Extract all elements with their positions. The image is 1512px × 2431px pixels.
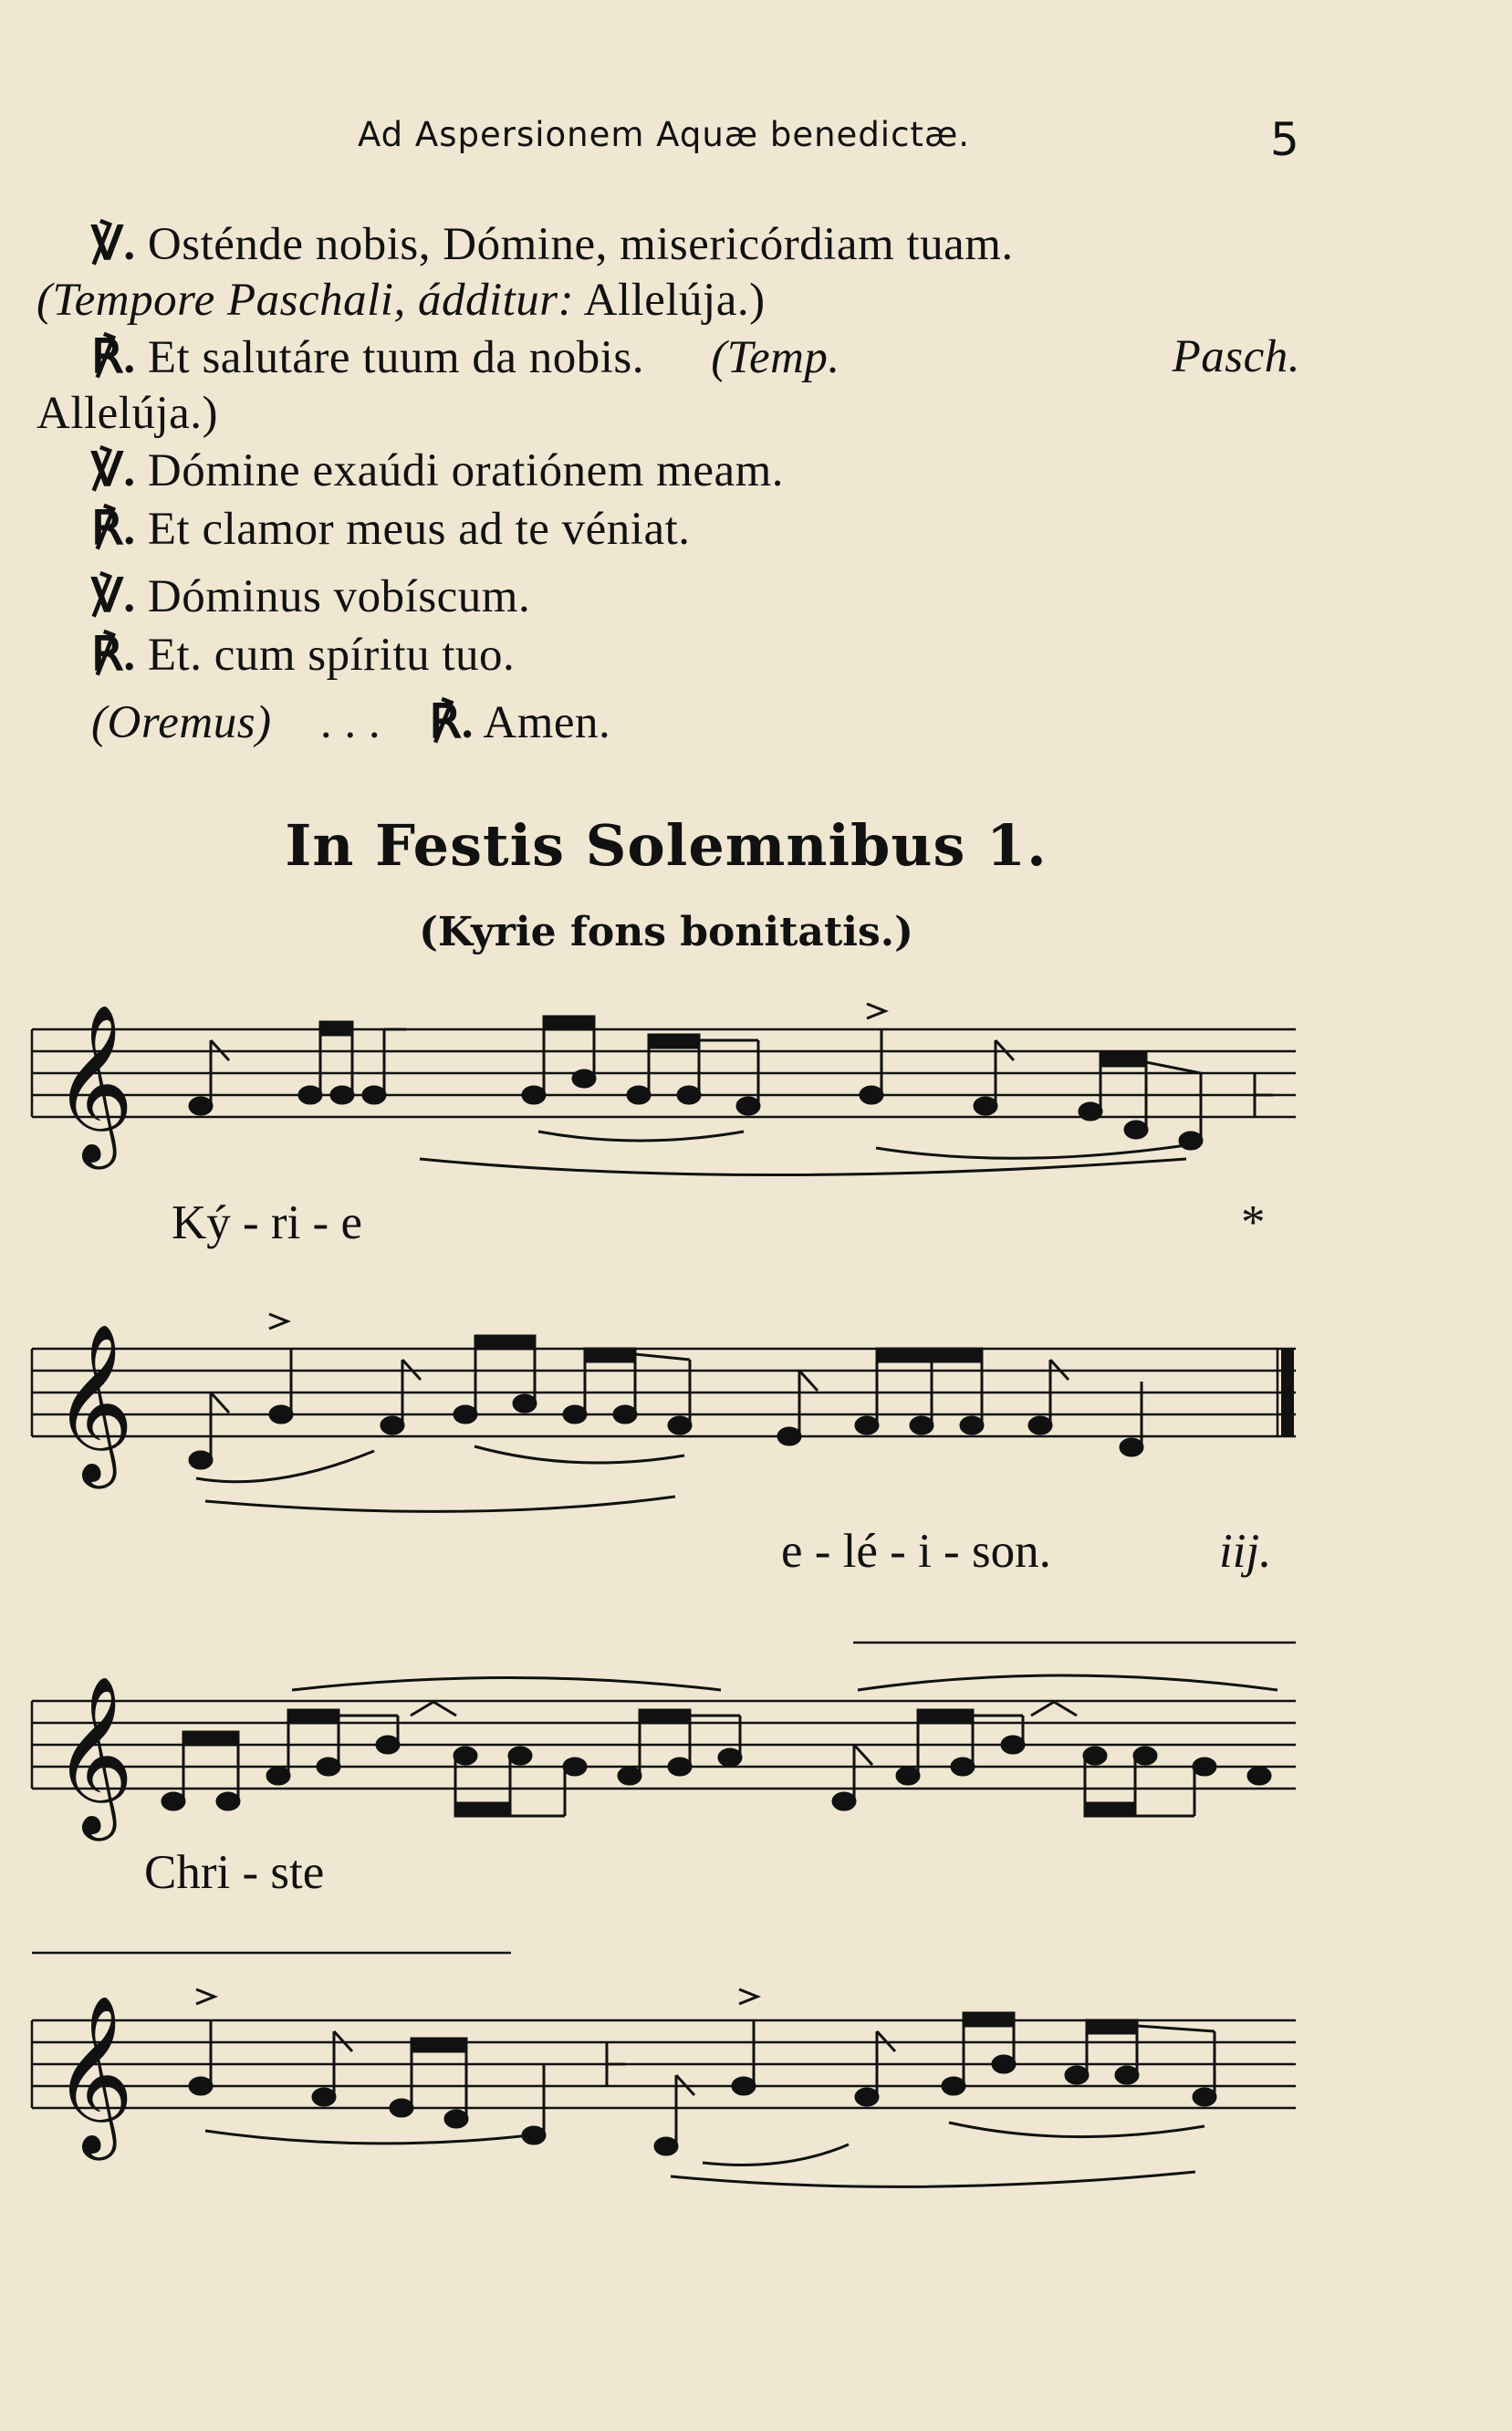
- response-symbol: ℟.: [91, 504, 136, 555]
- page-number: 5: [1270, 113, 1299, 166]
- versicle-3: [91, 569, 530, 623]
- versicle-1: [91, 217, 1014, 271]
- versicle-text: Dómine exaúdi oratiónem meam.: [147, 445, 785, 496]
- rubric-temp: (Temp.: [711, 332, 840, 383]
- amen-text: Amen.: [483, 697, 611, 748]
- treble-clef-icon: 𝄞: [53, 1004, 134, 1163]
- oremus-rubric: (Oremus): [91, 697, 272, 748]
- response-text: Et clamor meus ad te véniat.: [147, 504, 691, 555]
- lyric-kyrie: Ký - ri - e: [172, 1196, 362, 1249]
- lyric-christe: Chri - ste: [144, 1846, 325, 1899]
- alleluia-text: Allelúja.): [583, 275, 766, 326]
- versicle-2: [91, 443, 784, 497]
- rubric-text: (Tempore Paschali, ádditur:: [36, 275, 575, 326]
- section-title: In Festis Solemnibus 1.: [285, 812, 1048, 879]
- lyric-asterisk: *: [1241, 1196, 1266, 1249]
- alleluia-line: Allelúja.): [36, 388, 219, 439]
- treble-clef-icon: 𝄞: [53, 1675, 134, 1834]
- versicle-text: Osténde nobis, Dómine, misericórdiam tuam.: [147, 219, 1014, 270]
- music-staff-2: [0, 1314, 1512, 1497]
- response-symbol: ℟.: [91, 630, 136, 681]
- paschal-note-1: [36, 274, 766, 327]
- running-title: Ad Aspersionem Aquæ benedictæ.: [358, 115, 971, 154]
- response-symbol: ℟.: [429, 697, 474, 748]
- music-staff-4: [0, 1944, 1512, 2172]
- response-3: [91, 628, 515, 682]
- versicle-symbol: ℣.: [91, 445, 136, 496]
- treble-clef-icon: 𝄞: [53, 1323, 134, 1482]
- treble-clef-icon: 𝄞: [53, 1995, 134, 2154]
- response-text: Et salutáre tuum da nobis.: [147, 332, 645, 383]
- final-barline: [1281, 1349, 1294, 1436]
- music-staff-1: [0, 995, 1512, 1177]
- response-1: [91, 330, 1300, 384]
- response-symbol: ℟.: [91, 332, 136, 383]
- section-subtitle: (Kyrie fons bonitatis.): [419, 909, 913, 955]
- response-2: [91, 502, 691, 556]
- response-text: Et. cum spíritu tuo.: [147, 630, 516, 681]
- music-staff-3: [0, 1624, 1512, 1834]
- ellipsis: . . .: [319, 697, 381, 748]
- lyric-eleison: e - lé - i - son.: [781, 1525, 1051, 1578]
- lyric-repeat-mark: iij.: [1219, 1525, 1272, 1578]
- oremus-line: [91, 695, 610, 749]
- versicle-text: Dóminus vobíscum.: [147, 571, 531, 622]
- rubric-pasch: Pasch.: [1172, 331, 1300, 382]
- versicle-symbol: ℣.: [91, 219, 136, 270]
- versicle-symbol: ℣.: [91, 571, 136, 622]
